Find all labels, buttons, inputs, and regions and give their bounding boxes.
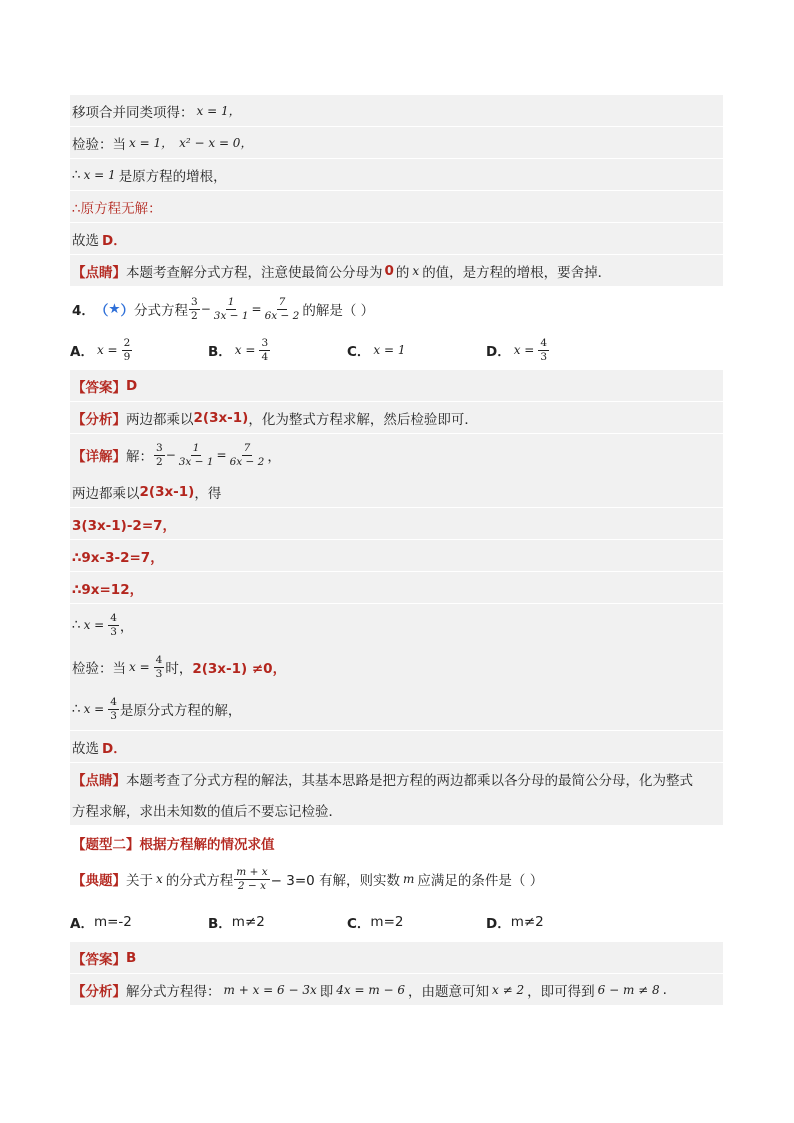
answer-letter: D．	[102, 232, 127, 249]
denominator: 3	[540, 350, 548, 363]
denominator: 2	[191, 309, 198, 322]
fraction	[538, 337, 549, 364]
step-line	[70, 127, 723, 158]
step-line	[70, 159, 723, 190]
numerator: 3	[261, 336, 269, 349]
option-letter: D．	[486, 344, 511, 360]
fraction	[189, 296, 200, 323]
analysis-text: ，即可得到	[527, 983, 595, 1000]
step-line	[70, 540, 723, 571]
denominator: 6x − 2	[229, 455, 265, 468]
step-line	[70, 572, 723, 603]
comment-text: 本题考查解分式方程，注意使最简公分母为	[126, 264, 383, 281]
therefore-symbol: ∴	[72, 701, 81, 717]
analysis-line	[70, 402, 723, 433]
step-text: 3(3x-1)-2=7，	[72, 517, 177, 534]
example-tag: 【典题】	[72, 873, 126, 889]
question-text: − 3=0 有解，则实数	[270, 873, 401, 889]
option-letter: D．	[486, 916, 511, 932]
denominator: 3	[110, 709, 117, 722]
numerator: 3	[191, 295, 198, 308]
numerator: 3	[156, 441, 163, 454]
numerator: 1	[192, 441, 200, 454]
math-expression: x = 1	[373, 343, 406, 357]
math-expression: x ≠ 2	[492, 982, 525, 997]
option-d	[486, 330, 550, 370]
detail-tag: 【详解】	[72, 449, 126, 465]
step-line	[70, 95, 723, 126]
question-text: 分式方程	[134, 303, 189, 319]
analysis-text: ，化为整式方程求解，然后检验即可．	[248, 411, 478, 428]
options-row	[70, 902, 723, 942]
step-text: 两边都乘以	[72, 485, 140, 502]
step-line	[70, 508, 723, 539]
numerator: 4	[110, 695, 117, 708]
question-text: 的分式方程	[165, 873, 234, 889]
step-text: 时，	[165, 661, 193, 677]
denominator: 3x − 1	[213, 309, 249, 322]
denominator: 9	[123, 350, 131, 363]
operator: =	[216, 448, 227, 462]
step-text: ∴9x=12，	[72, 581, 144, 598]
option-b	[208, 330, 271, 370]
therefore-symbol: ∴	[72, 166, 81, 183]
math-expression: x =	[96, 343, 118, 357]
question-text: 关于	[126, 873, 153, 889]
highlight-value: 2(3x-1) ≠0，	[192, 661, 287, 677]
option-letter: C．	[347, 916, 371, 932]
section-title: 【题型二】根据方程解的情况求值	[72, 836, 275, 853]
step-text: 是原方程的增根，	[118, 168, 227, 185]
math-expression: x = 1，	[129, 136, 174, 150]
answer-line	[70, 370, 723, 401]
analysis-text: 即	[319, 983, 334, 1000]
step-text: 故选	[72, 740, 99, 757]
answer-value: B	[126, 949, 137, 966]
step-line	[70, 731, 723, 762]
denominator: 3	[110, 625, 117, 638]
fraction	[108, 696, 119, 723]
answer-value: D	[126, 377, 138, 394]
denominator: 2	[156, 455, 163, 468]
operator: −	[165, 448, 176, 462]
analysis-text: 解分式方程得：	[126, 983, 221, 1000]
question-stem	[70, 288, 723, 330]
math-variable: x	[412, 263, 420, 278]
punctuation: .	[662, 981, 667, 998]
math-expression: x =	[83, 702, 105, 716]
math-expression: x = 1	[83, 167, 116, 182]
fraction	[212, 296, 251, 323]
analysis-tag: 【分析】	[72, 983, 126, 1000]
option-text: m=2	[370, 914, 404, 930]
punctuation: ，	[267, 449, 281, 465]
step-text: 移项合并同类项得：	[72, 104, 194, 121]
operator: −	[200, 302, 211, 316]
math-expression: x =	[129, 660, 150, 674]
analysis-text: ，由题意可知	[408, 983, 490, 1000]
fraction	[263, 296, 302, 323]
numerator: 4	[155, 653, 163, 666]
detail-text: 解：	[126, 449, 153, 465]
math-expression: x =	[513, 343, 535, 357]
answer-tag: 【答案】	[72, 951, 126, 968]
analysis-tag: 【分析】	[72, 411, 126, 428]
step-text: 是原分式方程的解，	[119, 703, 242, 719]
answer-tag: 【答案】	[72, 379, 126, 396]
math-expression: x =	[234, 343, 256, 357]
answer-line	[70, 942, 723, 973]
numerator: m + x	[236, 865, 268, 878]
step-line	[70, 191, 723, 222]
math-expression: x² − x = 0，	[179, 136, 253, 150]
numerator: 7	[278, 295, 286, 308]
highlight-value: 2(3x-1)	[139, 483, 195, 500]
option-letter: A．	[70, 344, 94, 360]
step-line	[70, 688, 723, 730]
step-text: ，得	[194, 485, 222, 502]
comment-line	[70, 763, 723, 794]
comment-text: 本题考查了分式方程的解法，其基本思路是把方程的两边都乘以各分母的最简公分母，化为整式	[126, 772, 693, 789]
option-a	[70, 330, 133, 370]
question-number: 4．	[72, 303, 95, 319]
numerator: 2	[123, 336, 131, 349]
fraction	[259, 337, 270, 364]
option-c	[347, 330, 409, 370]
comment-tag: 【点睛】	[72, 772, 126, 789]
step-line	[70, 604, 723, 646]
fraction	[234, 866, 269, 893]
math-variable: m	[403, 872, 415, 886]
option-letter: C．	[347, 344, 371, 360]
comment-text: 的	[395, 264, 410, 281]
math-expression: m + x = 6 − 3x	[223, 982, 317, 997]
star-bracket: ）	[120, 303, 135, 319]
denominator: 4	[261, 350, 269, 363]
therefore-symbol: ∴	[72, 617, 81, 633]
fraction	[228, 442, 267, 469]
option-letter: B．	[208, 916, 232, 932]
fraction	[177, 442, 216, 469]
comment-tag: 【点睛】	[72, 264, 126, 281]
comment-text: 方程求解，求出未知数的值后不要忘记检验．	[72, 803, 342, 820]
option-text: m=-2	[93, 914, 132, 930]
comment-line	[70, 255, 723, 286]
option-letter: A．	[70, 916, 94, 932]
comment-text: 的值，是方程的增根，要舍掉．	[422, 264, 612, 281]
step-text: ∴9x-3-2=7，	[72, 549, 164, 566]
option-c	[347, 902, 403, 942]
section-heading	[70, 827, 723, 858]
math-expression: 6 − m ≠ 8	[597, 982, 660, 997]
question-text: 应满足的条件是（ ）	[417, 873, 544, 889]
analysis-line	[70, 974, 723, 1005]
comment-line	[70, 794, 723, 825]
option-b	[208, 902, 265, 942]
example-stem	[70, 858, 723, 900]
option-a	[70, 902, 132, 942]
denominator: 2 − x	[237, 879, 266, 892]
math-expression: 4x = m − 6	[336, 982, 406, 997]
fraction	[154, 442, 165, 469]
option-text: m≠2	[231, 914, 265, 930]
question-text: 的解是（ ）	[302, 303, 375, 319]
step-text: ∴原方程无解：	[72, 200, 162, 217]
denominator: 3	[155, 667, 163, 680]
math-variable: x	[156, 872, 163, 886]
highlight-value: 2(3x-1)	[193, 409, 249, 426]
option-letter: B．	[208, 344, 232, 360]
denominator: 6x − 2	[264, 309, 300, 322]
math-expression: x = 1，	[196, 104, 241, 118]
detail-line	[70, 434, 723, 476]
step-line	[70, 223, 723, 254]
option-text: m≠2	[510, 914, 544, 930]
step-text: 检验：当	[72, 136, 126, 153]
numerator: 4	[110, 611, 117, 624]
math-expression: x =	[83, 618, 105, 632]
analysis-text: 两边都乘以	[126, 411, 194, 428]
highlight-value: 0	[384, 262, 394, 279]
options-row	[70, 330, 723, 370]
star-icon: ★	[108, 301, 121, 317]
step-text: 检验：当	[72, 661, 126, 677]
operator: =	[251, 302, 262, 316]
numerator: 1	[227, 295, 235, 308]
step-line	[70, 646, 723, 688]
fraction	[108, 612, 119, 639]
answer-letter: D．	[102, 740, 127, 757]
option-d	[486, 902, 544, 942]
punctuation: ，	[119, 619, 134, 635]
star-bracket: （	[94, 303, 109, 319]
step-line	[70, 476, 723, 507]
fraction	[154, 654, 165, 681]
numerator: 7	[243, 441, 251, 454]
denominator: 3x − 1	[178, 455, 214, 468]
numerator: 4	[540, 336, 548, 349]
fraction	[122, 337, 133, 364]
step-text: 故选	[72, 232, 99, 249]
